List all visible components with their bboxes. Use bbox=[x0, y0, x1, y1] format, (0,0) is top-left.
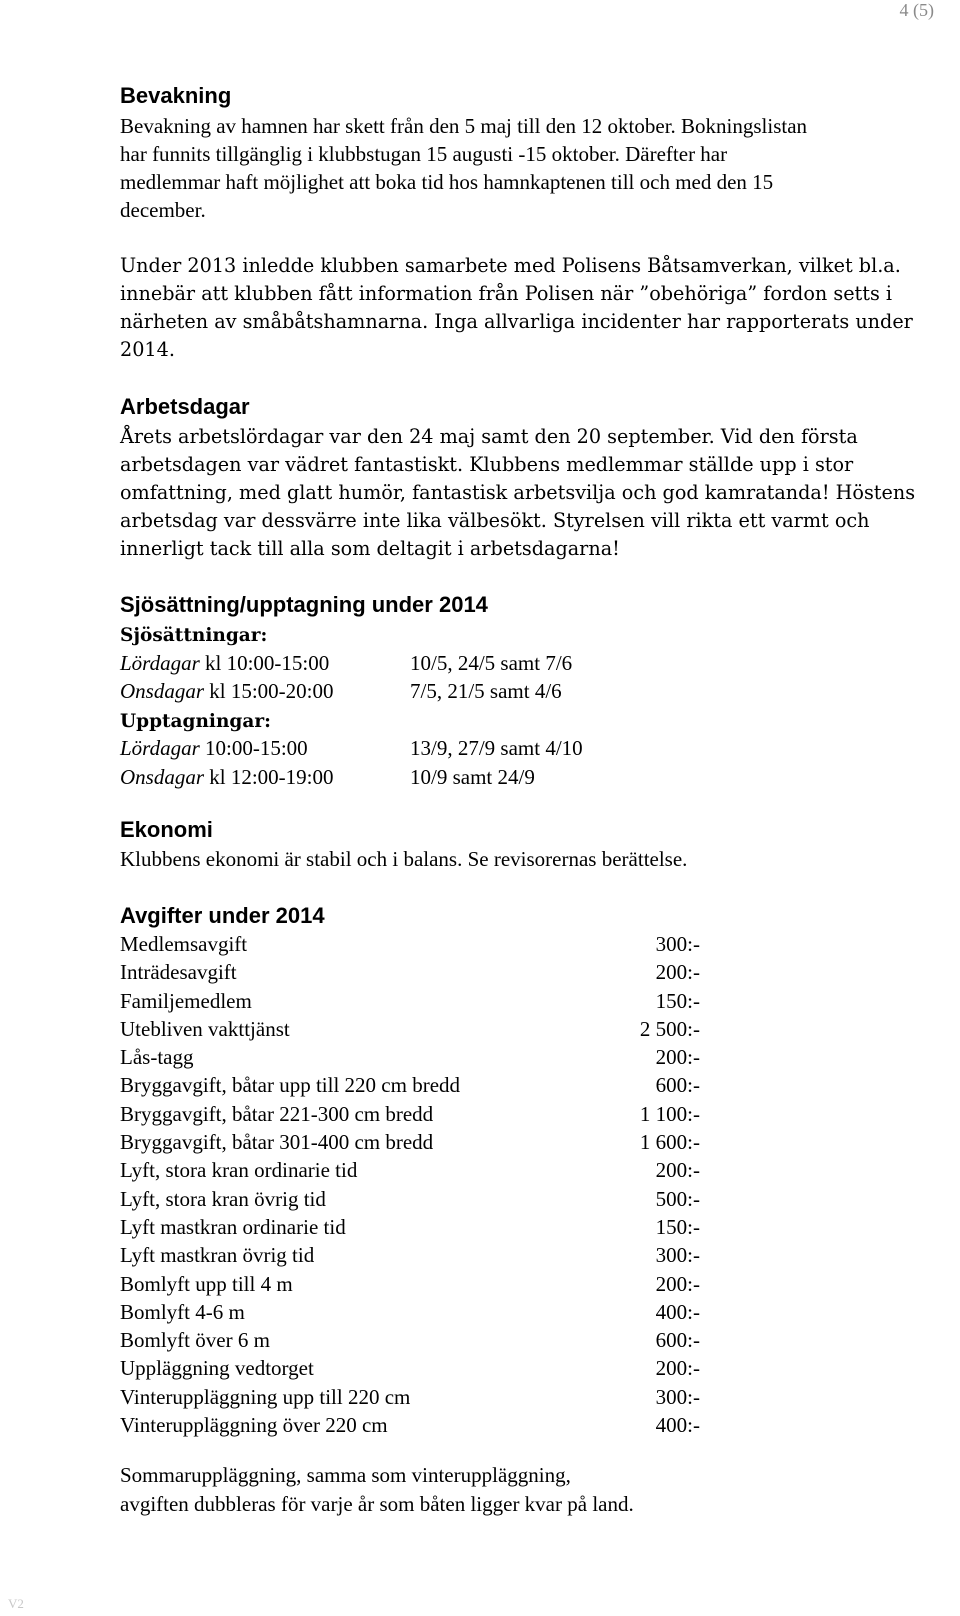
fee-label: Medlemsavgift bbox=[120, 932, 248, 956]
fee-amount: 150:- bbox=[655, 1214, 700, 1239]
fee-label: Vinteruppläggning upp till 220 cm bbox=[120, 1384, 411, 1409]
haul-label: Upptagningar: bbox=[120, 710, 271, 732]
fee-label: Vinteruppläggning över 220 cm bbox=[120, 1413, 388, 1438]
schedule-time: kl 10:00-15:00 bbox=[199, 650, 330, 675]
schedule-dates: 10/9 samt 24/9 bbox=[410, 764, 535, 789]
fee-row bbox=[120, 1213, 720, 1241]
fee-label: Utebliven vakttjänst bbox=[120, 1016, 290, 1041]
fee-row bbox=[120, 930, 720, 958]
schedule-day: Lördagar bbox=[120, 650, 200, 675]
schedule-day: Onsdagar bbox=[120, 764, 205, 789]
fee-amount: 1 600:- bbox=[639, 1130, 700, 1155]
fee-label: Inträdesavgift bbox=[120, 960, 237, 985]
fee-row bbox=[120, 1383, 720, 1411]
fee-amount: 1 100:- bbox=[639, 1101, 700, 1126]
launch-label-row bbox=[120, 620, 820, 649]
fee-row bbox=[120, 987, 720, 1015]
fee-row bbox=[120, 1298, 720, 1326]
fee-row bbox=[120, 1128, 720, 1156]
paragraph-bevakning-2: Under 2013 inledde klubben samarbete med Polisens Båtsamverkan, vilket bl.a. innebär att klubben fått information från Polisen när ”obehöriga” fordon setts i närheten av småbåtshamnarna. Inga allvarliga incidenter har rapporterats under 2014. bbox=[120, 254, 913, 361]
fee-label: Familjemedlem bbox=[120, 988, 252, 1013]
fee-label: Bryggavgift, båtar 301-400 cm bredd bbox=[120, 1130, 434, 1155]
fee-note: Sommaruppläggning, samma som vinteruppläggning, avgiften dubbleras för varje år som båten ligger kvar på land. bbox=[120, 1463, 634, 1516]
footer-mark: V2 bbox=[8, 1596, 24, 1611]
fee-amount: 150:- bbox=[655, 988, 700, 1013]
fee-amount: 200:- bbox=[655, 1271, 700, 1296]
fee-amount: 300:- bbox=[655, 932, 700, 956]
fee-amount: 2 500:- bbox=[639, 1016, 700, 1041]
schedule-row bbox=[120, 649, 820, 678]
fee-label: Lyft mastkran ordinarie tid bbox=[120, 1214, 346, 1239]
fee-amount: 300:- bbox=[655, 1384, 700, 1409]
fee-row bbox=[120, 958, 720, 986]
fee-label: Bryggavgift, båtar upp till 220 cm bredd bbox=[120, 1073, 461, 1098]
schedule-dates: 10/5, 24/5 samt 7/6 bbox=[410, 650, 573, 675]
fee-amount: 200:- bbox=[655, 960, 700, 985]
fee-row bbox=[120, 1354, 720, 1382]
fee-label: Bomlyft upp till 4 m bbox=[120, 1271, 293, 1296]
heading-sjosattning: Sjösättning/upptagning under 2014 bbox=[120, 592, 488, 617]
fee-row bbox=[120, 1326, 720, 1354]
schedule-row bbox=[120, 734, 820, 763]
fee-amount: 200:- bbox=[655, 1158, 700, 1183]
heading-bevakning: Bevakning bbox=[120, 83, 232, 108]
fee-amount: 600:- bbox=[655, 1073, 700, 1098]
fee-row bbox=[120, 1185, 720, 1213]
schedule-dates: 13/9, 27/9 samt 4/10 bbox=[410, 736, 583, 760]
fee-row bbox=[120, 1411, 720, 1439]
schedule-time: kl 15:00-20:00 bbox=[204, 679, 334, 703]
schedule-row bbox=[120, 763, 820, 792]
fee-row bbox=[120, 1241, 720, 1269]
schedule-time: 10:00-15:00 bbox=[199, 736, 308, 760]
fee-amount: 200:- bbox=[655, 1045, 700, 1070]
fee-label: Lyft, stora kran ordinarie tid bbox=[120, 1158, 358, 1183]
fee-row bbox=[120, 1043, 720, 1071]
schedule-time: kl 12:00-19:00 bbox=[204, 764, 334, 789]
launch-schedule bbox=[120, 620, 820, 791]
fee-row bbox=[120, 1100, 720, 1128]
fee-row bbox=[120, 1156, 720, 1184]
page-number: 4 (5) bbox=[899, 0, 934, 20]
fee-row bbox=[120, 1015, 720, 1043]
schedule-dates: 7/5, 21/5 samt 4/6 bbox=[410, 679, 562, 703]
fee-label: Uppläggning vedtorget bbox=[120, 1356, 314, 1381]
haul-label-row bbox=[120, 706, 820, 735]
fee-amount: 500:- bbox=[655, 1186, 700, 1211]
fee-label: Bryggavgift, båtar 221-300 cm bredd bbox=[120, 1101, 434, 1126]
fee-label: Lyft mastkran övrig tid bbox=[120, 1243, 315, 1268]
fee-list bbox=[120, 930, 720, 1439]
fee-amount: 200:- bbox=[655, 1356, 700, 1381]
fee-amount: 300:- bbox=[655, 1243, 700, 1268]
fee-label: Lås-tagg bbox=[120, 1045, 194, 1070]
fee-amount: 400:- bbox=[655, 1299, 700, 1324]
heading-arbetsdagar: Arbetsdagar bbox=[120, 394, 250, 419]
fee-row bbox=[120, 1071, 720, 1099]
fee-row bbox=[120, 1270, 720, 1298]
schedule-day: Onsdagar bbox=[120, 679, 205, 703]
fee-amount: 600:- bbox=[655, 1328, 700, 1353]
fee-label: Lyft, stora kran övrig tid bbox=[120, 1186, 326, 1211]
fee-label: Bomlyft 4-6 m bbox=[120, 1299, 245, 1324]
paragraph-arbetsdagar: Årets arbetslördagar var den 24 maj samt den 20 september. Vid den första arbetsdagen var vädret fantastiskt. Klubbens medlemmar ställde upp i stor omfattning, med glatt humör, fantastisk arbetsvilja och god kamratanda! Höstens arbetsdag var dessvärre inte lika välbesökt. Styrelsen vill rikta ett varmt och innerligt tack till alla som deltagit i arbetsdagarna! bbox=[120, 425, 916, 560]
heading-ekonomi: Ekonomi bbox=[120, 817, 213, 842]
paragraph-bevakning-1: Bevakning av hamnen har skett från den 5 maj till den 12 oktober. Bokningslistan har funnits tillgänglig i klubbstugan 15 augusti -15 oktober. Därefter har medlemmar haft möjlighet att boka tid hos hamnkaptenen till och med den 15 december. bbox=[120, 114, 808, 222]
schedule-day: Lördagar bbox=[120, 736, 200, 760]
schedule-row bbox=[120, 677, 820, 706]
fee-amount: 400:- bbox=[655, 1413, 700, 1438]
launch-label: Sjösättningar: bbox=[120, 625, 268, 646]
heading-avgifter: Avgifter under 2014 bbox=[120, 903, 325, 928]
fee-label: Bomlyft över 6 m bbox=[120, 1328, 270, 1353]
paragraph-ekonomi: Klubbens ekonomi är stabil och i balans. Se revisorernas berättelse. bbox=[120, 847, 688, 871]
